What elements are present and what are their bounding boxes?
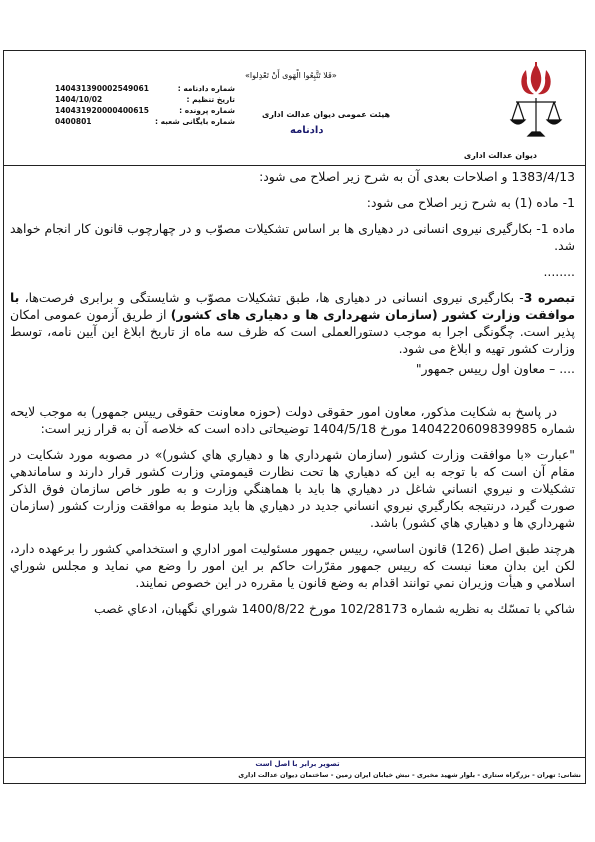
address: نشانی: تهران - بزرگراه ستاری - بلوار شهید مخبری - نبش خیابان ایران زمین - ساختمان دیوان عدالت اداری: [238, 771, 581, 779]
meta-label: شماره پرونده :: [179, 106, 235, 115]
case-number: 140431920000400615: [55, 106, 149, 115]
meta-label: شماره بایگانی شعبه :: [154, 117, 235, 126]
ellipsis-line: ........: [543, 264, 575, 279]
paragraph-text: از طریق آزمون عمومی امکان پذیر است. چگونگی اجرا به موجب دستورالعملی است که ظرف سه ماه از تاریخ ابلاغ این آیین نامه، توسط وزارت کشور تهیه و ابلاغ می شود.: [10, 307, 575, 356]
court-name: دیوان عدالت اداری: [463, 151, 537, 160]
quoted-paragraph: "عبارت «با موافقت وزارت کشور (سازمان شهرداري ها و دهياري هاي کشور)» در مصوبه مورد شکايت در مقام آن است که با توجه به این که دهیاري ها تحت نظارت قیمومتي وزارت کشور قرار دارند و ساماندهي تشکيلات و نيروي انساني شاغل در دهياري ها بايد با هماهنگي وزارت و به طور خاص سازمان فوق الذکر صورت گيرد، درنتیجه بکارگيري نيروي انساني جديد در دهياري ها بايد منوط به موافقت وزارت کشور (سازمان شهرداري ها و دهياري هاي کشور) باشد.: [10, 447, 575, 530]
document-body: [10, 168, 575, 617]
meta-label: شماره دادنامه :: [177, 84, 235, 93]
meta-row: [55, 117, 235, 128]
archive-number: 0400801: [55, 117, 92, 126]
paragraph: 1383/4/13 و اصلاحات بعدی آن به شرح زیر اصلاح می شود:: [259, 169, 575, 184]
meta-row: [55, 106, 235, 117]
paragraph: 1- ماده (1) به شرح زیر اصلاح می شود:: [366, 195, 575, 210]
issue-date: 1404/10/02: [55, 95, 103, 104]
emphasized-clause: با موافقت وزارت کشور (سازمان شهرداری ها و دهیاری های کشور): [10, 290, 575, 322]
case-metadata: [55, 84, 235, 128]
paragraph-text: - بکارگیری نیروی انسانی در دهیاری ها، طبق تشکیلات مصوّب و شایستگی و برابری فرصت‌ها،: [19, 290, 524, 305]
paragraph: در پاسخ به شکایت مذکور، معاون امور حقوقی دولت (حوزه معاونت حقوقی رییس جمهور) به موجب لایحه شماره 1404220609839985 مورخ 1404/5/18 توضیحاتی داده است که خلاصه آن به قرار زیر است:: [10, 404, 575, 436]
paragraph: شاکي با تمسّك به نظريه شماره 102/28173 مورخ 1400/8/22 شوراي نگهبان، ادعاي غصب: [94, 601, 575, 616]
meta-label: تاریخ تنظیم :: [186, 95, 235, 104]
signature-line: .... – معاون اول رییس جمهور": [415, 361, 575, 376]
assembly-name: هیئت عمومی دیوان عدالت اداری: [262, 110, 391, 119]
court-emblem-icon: [508, 62, 564, 144]
verdict-number: 140431390002549061: [55, 84, 149, 93]
certification-note: تصویر برابر با اصل است: [255, 760, 340, 768]
footer-divider: [3, 757, 586, 758]
meta-row: [55, 84, 235, 95]
paragraph: ماده 1- بکارگیری نیروی انسانی در دهیاری ها بر اساس تشکیلات مصوّب و در چهارچوب قانون کار انجام خواهد شد.: [10, 221, 575, 253]
note-heading: تبصره 3: [523, 290, 575, 305]
quran-verse: «فَلا تَتَّبِعُوا الْهَوی أَنْ تَعْدِلوا»: [245, 71, 337, 80]
meta-row: [55, 95, 235, 106]
paragraph: [10, 289, 575, 357]
header-divider: [3, 165, 586, 166]
document-title: دادنامه: [290, 125, 324, 136]
paragraph: هرچند طبق اصل (126) قانون اساسي، رييس جمهور مسئولیت امور اداري و استخدامي کشور را برعهده دارد، لکن اين بدان معنا نيست که رييس جمهور مقرّرات حاکم بر اين امور را وضع مي نمايد و مجلس شوراي اسلامي و هيأت وزيران نمي توانند اقدام به وضع قانون يا مقرره در اين خصوص نمايند.: [10, 541, 575, 590]
